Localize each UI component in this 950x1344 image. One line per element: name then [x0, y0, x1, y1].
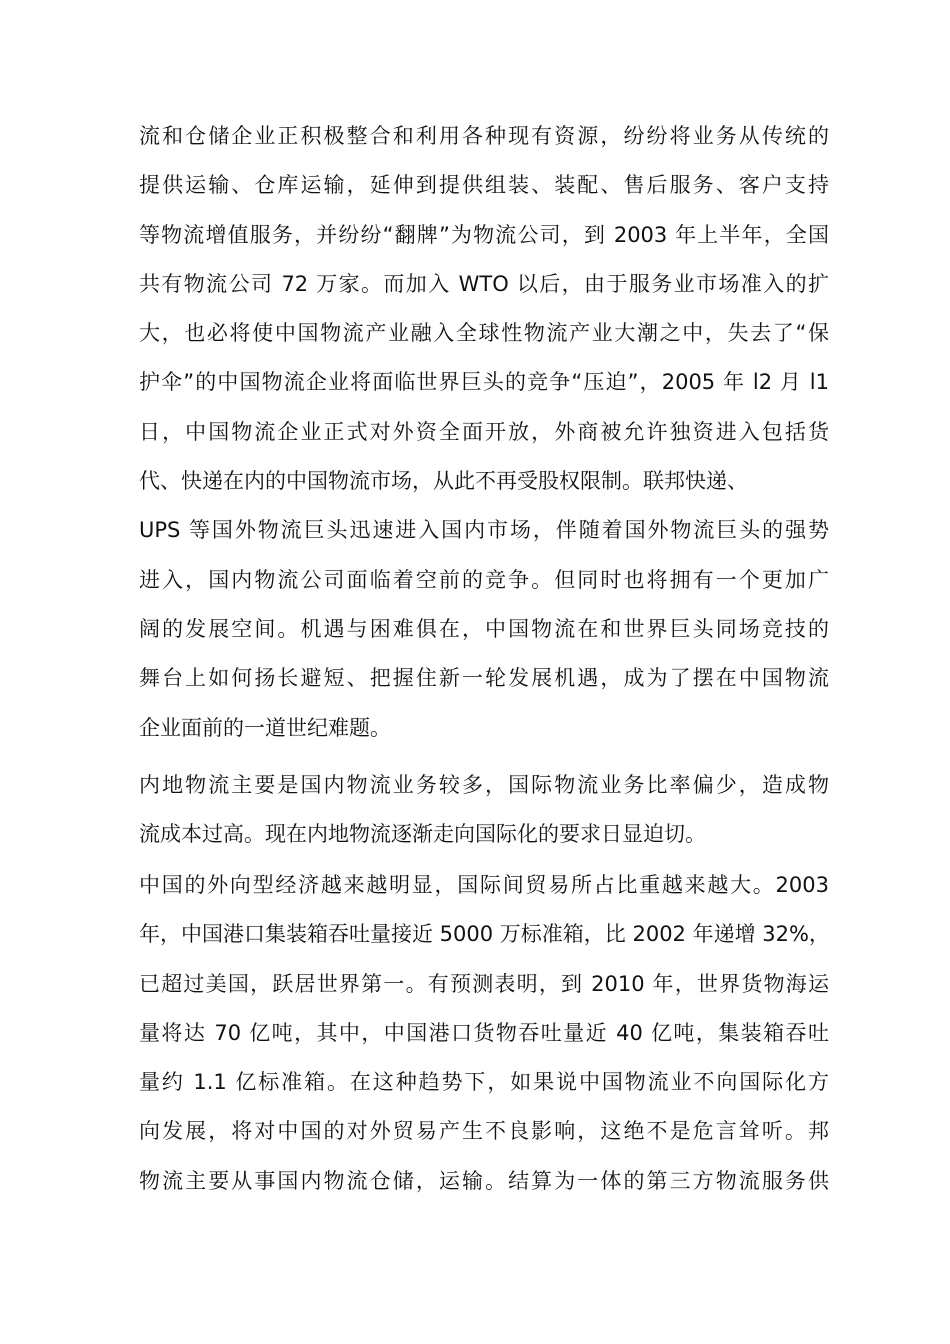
text-line: 向发展，将对中国的对外贸易产生不良影响，这绝不是危言耸听。邦	[139, 1119, 829, 1144]
text-line: 代、快递在内的中国物流市场，从此不再受股权限制。联邦快递、	[139, 469, 748, 494]
text-line: 企业面前的一道世纪难题。	[139, 715, 391, 740]
text-line: 量约 1.1 亿标准箱。在这种趋势下，如果说中国物流业不向国际化方	[139, 1070, 829, 1095]
text-line: 量将达 70 亿吨，其中，中国港口货物吞吐量近 40 亿吨，集装箱吞吐	[139, 1020, 829, 1045]
text-line: 内地物流主要是国内物流业务较多，国际物流业务比率偏少，造成物	[139, 773, 829, 797]
text-line: 大，也必将使中国物流产业融入全球性物流产业大潮之中，失去了“保	[139, 321, 829, 346]
text-line: 提供运输、仓库运输，延伸到提供组装、装配、售后服务、客户支持	[139, 173, 829, 198]
text-line: 流成本过高。现在内地物流逐渐走向国际化的要求日显迫切。	[139, 822, 706, 847]
text-line: 舞台上如何扬长避短、把握住新一轮发展机遇，成为了摆在中国物流	[139, 666, 829, 691]
text-line: 已超过美国，跃居世界第一。有预测表明，到 2010 年，世界货物海运	[139, 971, 829, 996]
text-line: 物流主要从事国内物流仓储，运输。结算为一体的第三方物流服务供	[139, 1168, 829, 1193]
paragraph-1	[139, 112, 829, 753]
text-line: 阔的发展空间。机遇与困难俱在，中国物流在和世界巨头同场竞技的	[139, 616, 829, 641]
text-line: UPS 等国外物流巨头迅速进入国内市场，伴随着国外物流巨头的强势	[139, 518, 829, 543]
text-line: 进入，国内物流公司面临着空前的竞争。但同时也将拥有一个更加广	[139, 567, 829, 592]
text-line: 护伞”的中国物流企业将面临世界巨头的竞争“压迫”，2005 年 l2 月 l1	[139, 370, 829, 395]
text-line: 日，中国物流企业正式对外资全面开放，外商被允许独资进入包括货	[139, 419, 829, 444]
paragraph-2	[139, 761, 829, 860]
text-line: 中国的外向型经济越来越明显，国际间贸易所占比重越来越大。2003	[139, 873, 829, 897]
text-line: 等物流增值服务，并纷纷“翻牌”为物流公司，到 2003 年上半年，全国	[139, 222, 829, 247]
paragraph-3	[139, 861, 829, 1206]
text-line: 共有物流公司 72 万家。而加入 WTO 以后，由于服务业市场准入的扩	[139, 271, 829, 296]
text-line: 流和仓储企业正积极整合和利用各种现有资源，纷纷将业务从传统的	[139, 124, 829, 148]
text-line: 年，中国港口集装箱吞吐量接近 5000 万标准箱，比 2002 年递增 32%，	[139, 922, 830, 947]
